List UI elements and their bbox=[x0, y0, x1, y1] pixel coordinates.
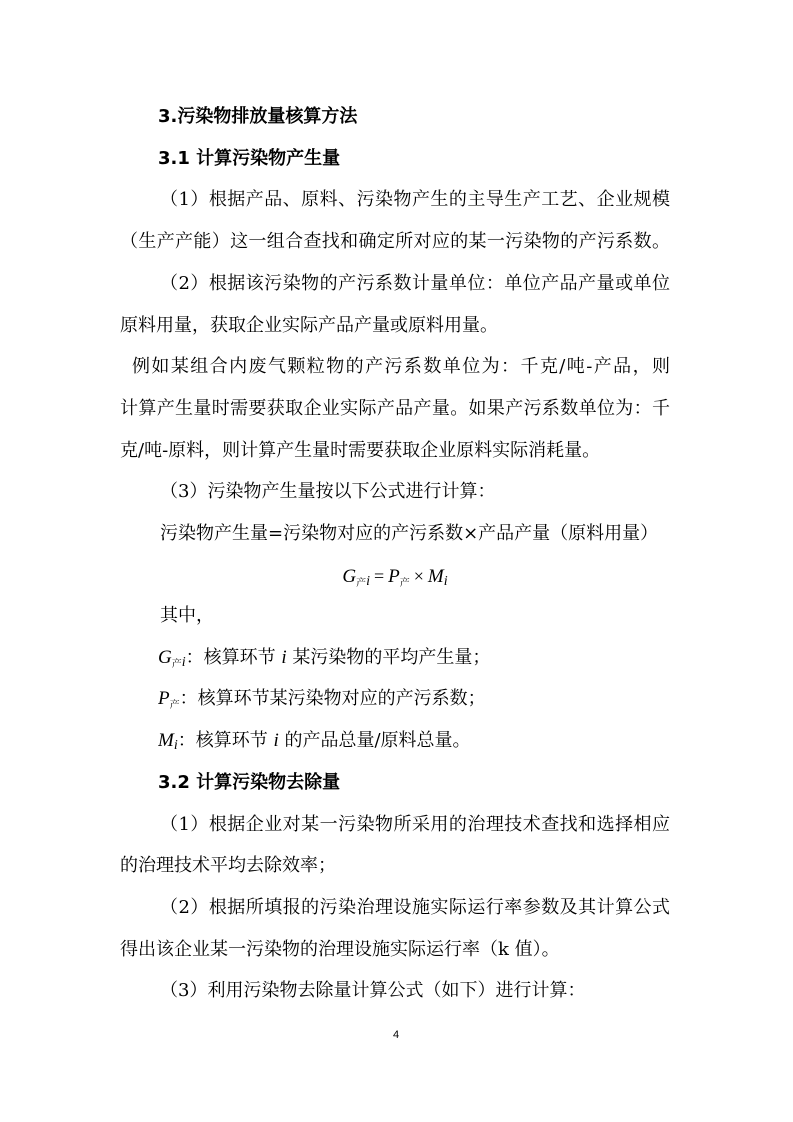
paragraph-line: （3）污染物产生量按以下公式进行计算： bbox=[160, 481, 496, 502]
formula-description: 污染物产生量=污染物对应的产污系数×产品产量（原料用量） bbox=[160, 523, 659, 544]
paragraph-line: 例如某组合内废气颗粒物的产污系数单位为：千克/吨-产品，则 bbox=[132, 356, 670, 377]
paragraph-line: （1）根据产品、原料、污染物产生的主导生产工艺、企业规模 bbox=[160, 189, 670, 210]
section-heading: 3.污染物排放量核算方法 bbox=[158, 106, 358, 127]
formula-symbol-p: $P_产$ bbox=[388, 566, 410, 589]
paragraph-line: 计算产生量时需要获取企业实际产品产量。如果产污系数单位为：千 bbox=[120, 398, 670, 419]
definition-g: $G_产i$：核算环节 i 某污染物的平均产生量； bbox=[158, 647, 491, 670]
paragraph-line: 原料用量，获取企业实际产品产量或原料用量。 bbox=[120, 315, 498, 336]
paragraph-line: （3）利用污染物去除量计算公式（如下）进行计算： bbox=[160, 980, 586, 1001]
paragraph-line: 的治理技术平均去除效率； bbox=[120, 855, 336, 876]
formula bbox=[120, 562, 670, 590]
paragraph-line: （2）根据该污染物的产污系数计量单位：单位产品产量或单位 bbox=[160, 273, 670, 294]
definition-p: $P_产$：核算环节某污染物对应的产污系数； bbox=[158, 688, 486, 711]
subsection-title-3-2: 3.2 计算污染物去除量 bbox=[158, 772, 341, 793]
subsection-title-3-1: 3.1 计算污染物产生量 bbox=[158, 148, 341, 169]
paragraph-line: 得出该企业某一污染物的治理设施实际运行率（k 值）。 bbox=[120, 939, 560, 960]
formula-symbol-g: $G_产i$ bbox=[342, 566, 370, 589]
definition-m: Mi：核算环节 i 的产品总量/原料总量。 bbox=[158, 730, 471, 753]
paragraph-line: 克/吨-原料，则计算产生量时需要获取企业原料实际消耗量。 bbox=[120, 440, 601, 461]
formula-equals: = bbox=[373, 566, 385, 586]
formula-times: × bbox=[413, 566, 424, 586]
paragraph-line: （生产产能）这一组合查找和确定所对应的某一污染物的产污系数。 bbox=[120, 231, 670, 252]
where-label: 其中， bbox=[160, 605, 214, 626]
paragraph-line: （2）根据所填报的污染治理设施实际运行率参数及其计算公式 bbox=[160, 897, 670, 918]
paragraph-line: （1）根据企业对某一污染物所采用的治理技术查找和选择相应 bbox=[160, 814, 670, 835]
page-number: 4 bbox=[392, 1029, 400, 1041]
formula-symbol-m: Mi bbox=[427, 566, 448, 589]
